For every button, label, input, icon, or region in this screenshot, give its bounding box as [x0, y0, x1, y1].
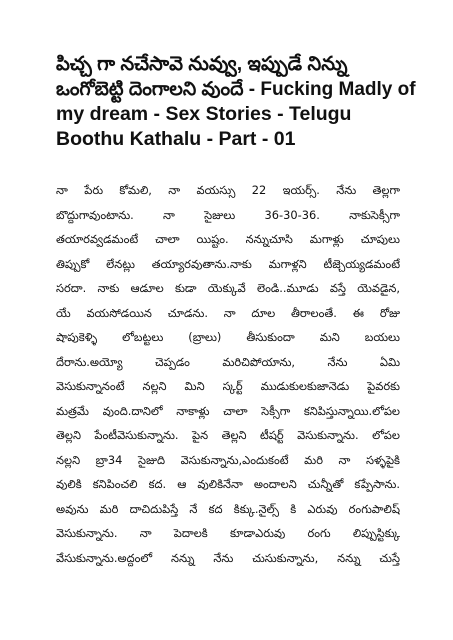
- body-line: తెల్లని పేంటీవెసుకున్నాను. పైన తెల్లని టీషర్ట్ వెసుకున్నాను. లోపల: [56, 428, 400, 442]
- body-line: బొద్దుగావుంటాను. నా సైజులు 36-30-36. నాకుసెక్సీగా: [56, 207, 400, 222]
- body-line: వేసుకున్నాను.అద్దంలో నన్ను నేను చుసుకున్నాను, నన్ను చుస్తే: [56, 550, 400, 565]
- body-line: నా పేరు కోమలి, నా వయస్సు 22 ఇయర్స్. నేను తెల్లగా: [56, 183, 400, 197]
- body-line: వులికి కనిపించలి కద. ఆ వులికినేనా అందాలని చున్నీతో కప్పేసాను.: [56, 477, 400, 491]
- article-title: [56, 52, 416, 152]
- body-line: తిప్పుకో లేనట్లు తయ్యారవుతాను.నాకు మగాళ్లని టీజ్చెయ్యడమంటే: [56, 256, 400, 271]
- title-line: my dream - Sex Stories - Telugu: [56, 103, 352, 125]
- body-line: తయారవ్వడమంటే చాలా యిష్టం. నన్నుచూసి మగాళ్లు చూపులు: [56, 232, 400, 246]
- body-line: సరదా. నాకు ఆడూల కుడా యెక్కువే లెండి..మూడు వస్తే యెవడైన,: [56, 281, 400, 295]
- body-line: వెసుకున్నానంటే నల్లని మిని స్కర్ట్ ముడుకులకుజానెడు పైవరకు: [56, 379, 400, 393]
- body-line: యే వయసోడయిన చూడను. నా దూల తీరాలంతే. ఈ రోజు: [56, 305, 400, 320]
- body-line: దేరాను.అయ్యో చెప్పడం మరిచిపోయాను, నేను ఏమి: [56, 354, 400, 369]
- article-body: [56, 178, 400, 570]
- body-line: షాపుకెళ్ళి లోబట్టలు (బ్రాలు) తీసుకుందా మని బయలు: [56, 330, 400, 344]
- body-line: వెసుకున్నాను. నా పెదాలకి కూడాఎరువు రంగు లిప్పుస్టిక్కు: [56, 526, 400, 540]
- body-line: నల్లని బ్రా34 సైజుది వెసుకున్నాను,ఎందుకంటే మరి నా సళ్ళపైకి: [56, 452, 400, 467]
- title-line: పిచ్చ గా నచేసావె నువ్వు, ఇప్పుడే నిన్ను: [56, 53, 348, 75]
- body-line: అవును మరి దాచిదుపిస్తే నే కద కిక్కు.నైల్స్ కి ఎరువు రంగుపాలిష్: [56, 501, 400, 516]
- body-line: మత్రమే వుంది.దానిలో నాకాళ్లు చాలా సెక్సీగా కనిపిస్తున్నాయి.లోపల: [56, 403, 400, 418]
- title-line: Boothu Kathalu - Part - 01: [56, 128, 296, 150]
- title-line: ఒంగోబెట్టి దెంగాలని వుందే - Fucking Madly of: [56, 79, 416, 100]
